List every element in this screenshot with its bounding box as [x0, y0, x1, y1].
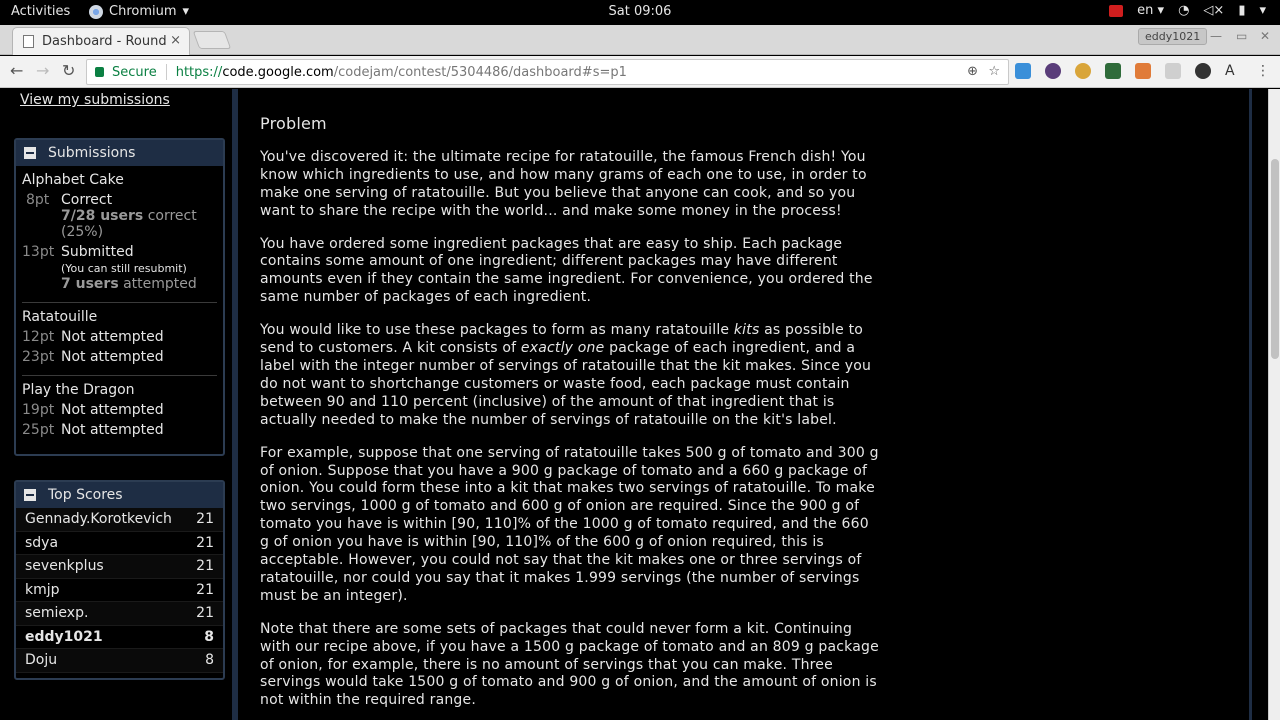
text-span: as possible to send to customers. A kit consists of [260, 322, 864, 357]
users-count: 7/28 users [61, 208, 144, 224]
page-scrollbar[interactable] [1268, 89, 1280, 720]
users-count-suffix: correct [143, 208, 197, 224]
app-menu-label: Chromium [109, 4, 177, 19]
contestant-score: 21 [196, 511, 214, 528]
status-label: Not attempted [61, 349, 164, 365]
points-label: 8pt [26, 192, 50, 208]
problem-name[interactable]: Play the Dragon [22, 382, 135, 398]
problem-content [238, 89, 1252, 720]
view-my-submissions-link[interactable]: View my submissions [20, 92, 170, 108]
system-top-bar [0, 0, 1280, 25]
submissions-title: Submissions [48, 145, 136, 161]
url-host: code.google.com [222, 64, 334, 80]
points-label: 19pt [22, 402, 55, 418]
score-row[interactable] [16, 508, 223, 532]
score-row-current-user[interactable] [16, 626, 223, 650]
problem-heading: Problem [260, 114, 327, 133]
battery-icon[interactable]: ▮ [1238, 3, 1246, 18]
top-scores-panel [14, 480, 225, 680]
bookmark-star-icon[interactable]: ☆ [988, 64, 1000, 79]
problem-ratatouille [22, 303, 217, 376]
score-row[interactable] [16, 555, 223, 579]
extension-icon[interactable] [1195, 63, 1211, 79]
problem-paragraph: Note that there are some sets of packages that could never form a kit. Continuing with our recipe above, if you have a 1500 g package of tomato and an 809 g package of onion, for example, there is no amount of servings that you can make. Three servings would take 1500 g of tomato and 900 g of onion, and the amount of onion is not within the required range. [260, 620, 879, 709]
status-label: Not attempted [61, 422, 164, 438]
submission-row [22, 349, 217, 365]
close-tab-icon[interactable]: × [170, 33, 181, 48]
new-tab-button[interactable] [193, 31, 232, 49]
extension-icon[interactable] [1045, 63, 1061, 79]
submission-info [61, 244, 197, 292]
users-count-suffix: attempted [118, 276, 197, 292]
extension-icon[interactable] [1075, 63, 1091, 79]
text-span: You would like to use these packages to form as many ratatouille [260, 322, 734, 339]
problem-name[interactable]: Ratatouille [22, 309, 98, 325]
address-bar[interactable] [86, 59, 1009, 85]
wifi-icon[interactable]: ◔ [1178, 3, 1190, 18]
top-scores-header[interactable] [16, 482, 223, 508]
submission-info [61, 192, 197, 240]
page-icon [23, 35, 34, 48]
reload-icon[interactable]: ↻ [62, 61, 76, 80]
status-label: Not attempted [61, 402, 164, 418]
status-label: Correct [61, 192, 113, 208]
top-scores-title: Top Scores [48, 487, 123, 503]
tab-title: Dashboard - Round [42, 34, 167, 49]
score-row[interactable] [16, 532, 223, 556]
forward-icon[interactable]: → [36, 61, 50, 80]
collapse-icon[interactable] [24, 147, 36, 159]
submissions-header[interactable] [16, 140, 223, 166]
contestant-score: 8 [205, 652, 214, 669]
language-selector[interactable]: en ▾ [1137, 3, 1165, 18]
submission-row [22, 422, 217, 438]
power-menu-icon[interactable]: ▾ [1259, 3, 1266, 18]
submission-row [22, 244, 217, 292]
problem-alphabet-cake [22, 166, 217, 303]
contestant-score: 21 [196, 558, 214, 575]
contestant-score: 21 [196, 534, 214, 551]
points-label: 12pt [22, 329, 55, 345]
percent-label: (25%) [61, 224, 104, 240]
emphasis-exactly-one: exactly one [520, 340, 605, 357]
contestant-score: 8 [204, 628, 214, 645]
language-label: en [1137, 3, 1154, 18]
emphasis-kits: kits [733, 322, 760, 339]
tab-strip [0, 25, 1280, 55]
points-label: 13pt [22, 244, 55, 260]
contestant-name: sdya [25, 534, 59, 551]
address-separator [166, 64, 167, 80]
contestant-name: Doju [25, 652, 58, 669]
status-label: Not attempted [61, 329, 164, 345]
status-label: Submitted [61, 244, 134, 260]
contestant-name: kmjp [25, 581, 60, 598]
score-row[interactable] [16, 602, 223, 626]
translate-icon[interactable]: A [1225, 63, 1235, 79]
problem-paragraph: For example, suppose that one serving of ratatouille takes 500 g of tomato and 300 g of onion. Suppose that you have a 900 g package of tomato and a 660 g package of onion. You could form these into a kit that makes two servings of ratatouille. To make two servings, 1000 g of tomato and 600 g of onion are required. Since the 900 g of tomato you have is within [90, 110]% of the 1000 g of tomato required, and the 660 g of onion you have is within [90, 110]% of the 600 g of onion required, this is acceptable. However, you could not say that the kit makes one or three servings of ratatouille, nor could you say that it makes 1.999 servings (the number of servings must be an integer). [260, 444, 879, 604]
app-menu[interactable] [89, 4, 189, 19]
extension-icon[interactable] [1135, 63, 1151, 79]
activities-button[interactable]: Activities [11, 4, 71, 19]
resubmit-note: (You can still resubmit) [61, 262, 187, 275]
system-tray [1109, 3, 1266, 18]
contestant-score: 21 [196, 581, 214, 598]
volume-mute-icon[interactable]: ◁× [1203, 3, 1225, 18]
zoom-icon[interactable]: ⊕ [967, 64, 978, 79]
contestant-name: eddy1021 [25, 628, 103, 645]
clock[interactable]: Sat 09:06 [608, 4, 672, 19]
users-count: 7 users [61, 276, 119, 292]
browser-toolbar [0, 56, 1280, 88]
secure-label: Secure [112, 64, 157, 80]
submissions-panel [14, 138, 225, 456]
problem-statement [260, 115, 880, 720]
submission-row [22, 329, 217, 345]
top-scores-list [16, 508, 223, 673]
notification-icon[interactable] [1109, 5, 1123, 17]
score-row[interactable] [16, 579, 223, 603]
contestant-name: sevenkplus [25, 558, 104, 575]
extension-icon[interactable] [1105, 63, 1121, 79]
profile-chip[interactable]: eddy1021 [1138, 28, 1207, 45]
close-window-icon[interactable]: ✕ [1260, 29, 1271, 43]
extension-icon[interactable] [1015, 63, 1031, 79]
chevron-down-icon: ▾ [182, 4, 190, 19]
browser-tab[interactable] [12, 27, 190, 55]
submission-row [22, 402, 217, 418]
contestant-name: Gennady.Korotkevich [25, 511, 172, 528]
sidebar [0, 89, 232, 720]
minimize-icon[interactable]: — [1210, 29, 1222, 43]
scrollbar-thumb[interactable] [1271, 159, 1279, 359]
contestant-name: semiexp. [25, 605, 89, 622]
text-span: package of each ingredient, and a label with the integer number of servings of ratatouille that the kit makes. Since you do not want to shortchange customers or waste food, each package must contain between 90 and 110 percent (inclusive) of the amount of that ingredient that is actually needed to make the number of servings of ratatouille on the kit's label. [260, 340, 872, 428]
chromium-icon [89, 5, 103, 19]
problem-name[interactable]: Alphabet Cake [22, 172, 124, 188]
submission-row [22, 192, 217, 240]
points-label: 25pt [22, 422, 55, 438]
problem-play-the-dragon [22, 376, 217, 448]
problem-paragraph: You have ordered some ingredient packages that are easy to ship. Each package contains some amount of one ingredient; different packages may have different amounts even if they contain the same ingredient. For convenience, you ordered the same number of packages of each ingredient. [260, 235, 873, 306]
web-page [0, 89, 1268, 720]
extension-icon[interactable] [1165, 63, 1181, 79]
menu-icon[interactable]: ⋮ [1256, 63, 1270, 79]
contestant-score: 21 [196, 605, 214, 622]
score-row[interactable] [16, 649, 223, 673]
lock-icon [95, 67, 104, 77]
url-scheme: https:// [175, 64, 223, 80]
url-path: /codejam/contest/5304486/dashboard#s=p1 [333, 64, 627, 80]
problem-paragraph: You've discovered it: the ultimate recipe for ratatouille, the famous French dish! You know which ingredients to use, and how many grams of each one to use, in order to make one serving of ratatouille. But you believe that anyone can cook, and so you want to share the recipe with the world... and make some money in the process! [260, 148, 867, 219]
collapse-icon[interactable] [24, 489, 36, 501]
maximize-icon[interactable]: ▭ [1236, 29, 1248, 43]
problem-paragraph [260, 322, 880, 429]
back-icon[interactable]: ← [10, 61, 24, 80]
points-label: 23pt [22, 349, 55, 365]
